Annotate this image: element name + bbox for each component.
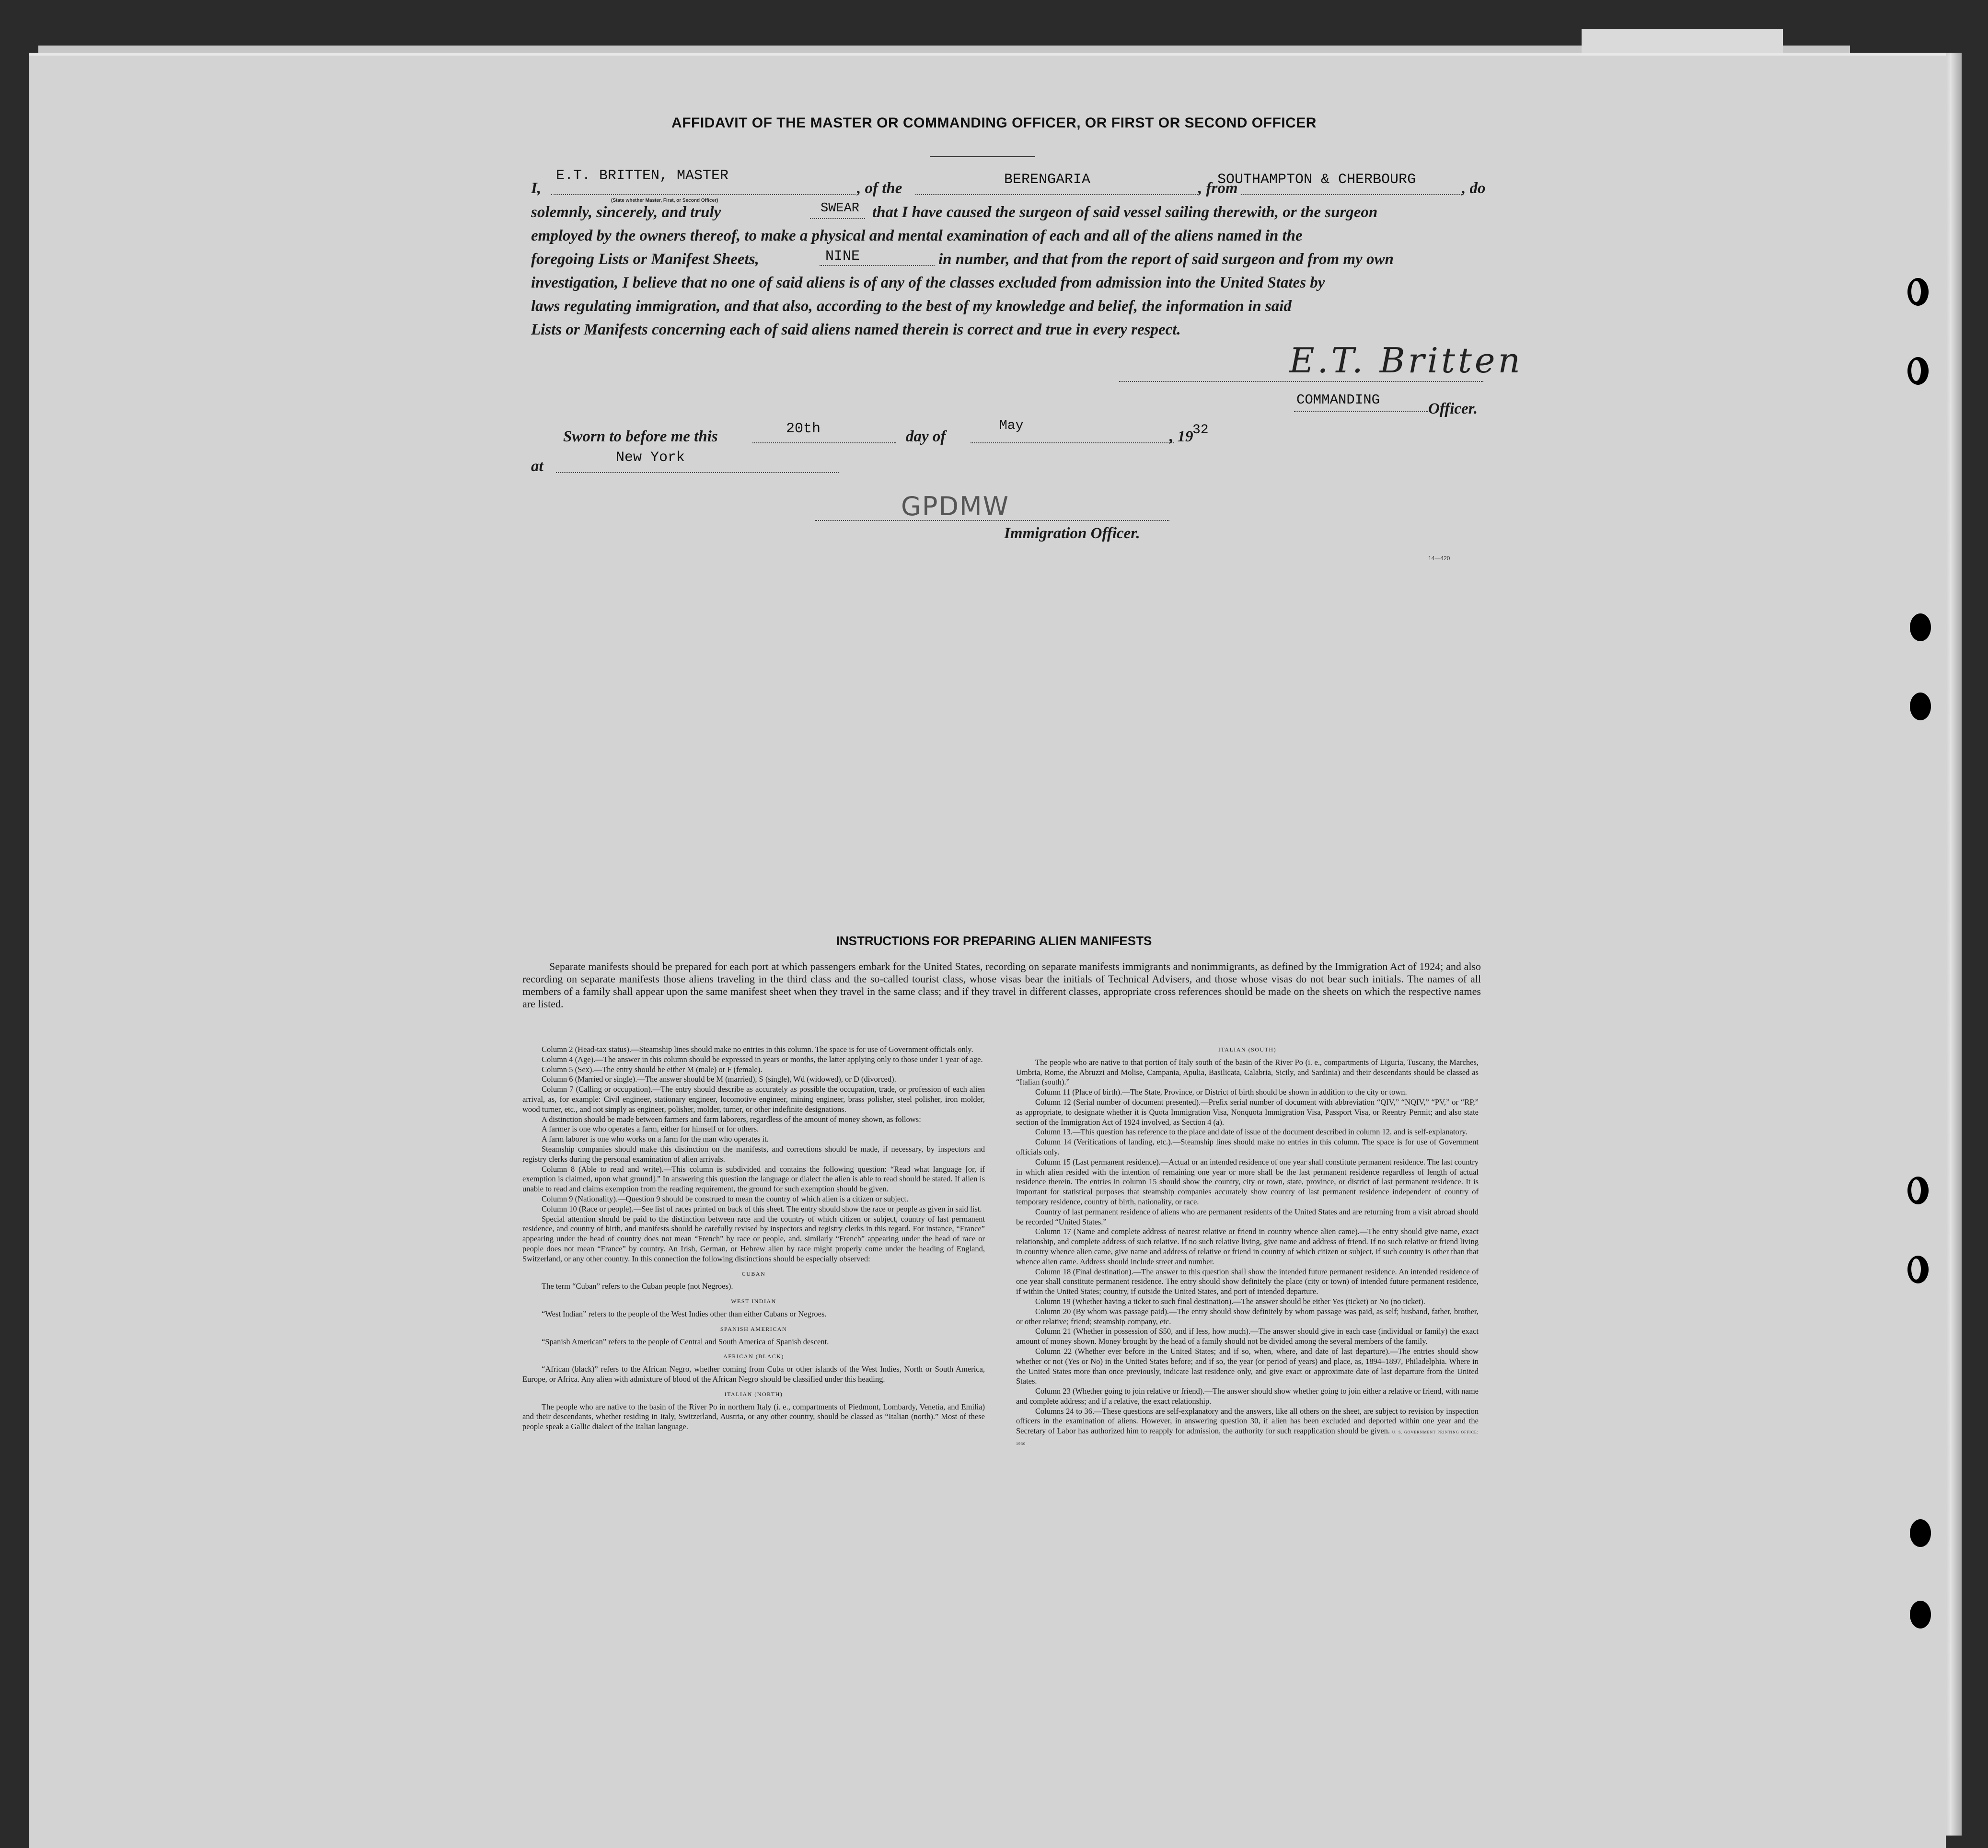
- sworn-location: New York: [616, 450, 685, 466]
- col20-text: Column 20 (By whom was passage paid).—The entry should show definitely by whom passage was paid, as self; husband, father, brother, or other relative; friend; steamship company, etc.: [1016, 1306, 1479, 1326]
- day-of-label: day of: [906, 428, 946, 445]
- title-rule: [930, 156, 1035, 157]
- binder-hole: [1907, 1177, 1929, 1204]
- binder-hole: [1907, 357, 1929, 385]
- state-note: (State whether Master, First, or Second Officer): [611, 198, 718, 203]
- sworn-month: May: [999, 418, 1024, 433]
- in-number-text: in number, and that from the report of said surgeon and from my own: [938, 251, 1394, 268]
- cuban-text: The term “Cuban” refers to the Cuban people (not Negroes).: [542, 1282, 733, 1291]
- col10-text: Column 10 (Race or people).—See list of races printed on back of this sheet. The entry should show the race or people as given in said list.: [542, 1204, 982, 1213]
- col15-text: Column 15 (Last permanent residence).—Actual or an intended residence of one year shall constitute permanent residence. The last country in which alien resided with the intention of remaining one year or more shall be the last permanent residence regardless of length of actual residence therein. The entries in column 15 should show the country, city or town, state, province, or district of last permanent residence. It is important for statistical purposes that steamship companies accurately show country of last permanent residence independent of country of temporary residence, country of birth, nationality, or race.: [1016, 1157, 1479, 1206]
- rank-line: [1294, 411, 1428, 412]
- col19-text: Column 19 (Whether having a ticket to such final destination).—The answer should be either Yes (ticket) or No (no ticket).: [1035, 1296, 1425, 1306]
- form-number: 14—420: [1428, 555, 1450, 562]
- col22-text: Column 22 (Whether ever before in the United States; and if so, when, where, and date of last departure).—The entries should show whether or not (Yes or No) in the United States before; and if so, the year (or period of years) and place, as, 1894–1897, Philadelphia. Where in the United States more than once previously, indicate last residence only, and give exact or approximate date of last departure from the United States.: [1016, 1346, 1479, 1386]
- master-signature: E.T. Britten: [1289, 340, 1523, 381]
- instructions-left-column: [522, 1045, 985, 1432]
- col7-text: Column 7 (Calling or occupation).—The entry should describe as accurately as possible the occupation, trade, or profession of each alien arrival, as, for example: Civil engineer, stationary engineer, locomotive engineer, mining engineer, brass polisher, steel polisher, iron molder, wood turner, etc., and not simply as engineer, polisher, molder, turner, or other indefinite designations.: [522, 1085, 985, 1114]
- officer-name-line: [551, 194, 855, 195]
- ship-name-line: [915, 194, 1198, 195]
- col8-text: Column 8 (Able to read and write).—This column is subdivided and contains the following question: “Read what language [or, if exemption is claimed, upon what ground].” In answering this question the language or dialect the alien is able to read should be stated. If alien is unable to read and claims exemption from the reading requirement, the ground for such exemption should be given.: [522, 1164, 985, 1194]
- col9-text: Column 9 (Nationality).—Question 9 should be construed to mean the country of which alien is a citizen or subject.: [542, 1194, 909, 1203]
- sheet-count: NINE: [825, 248, 860, 265]
- steamship-text: Steamship companies should make this distinction on the manifests, and corrections should be made, if necessary, by inspectors and registry clerks during the personal examination of alien arrivals.: [522, 1144, 985, 1164]
- printing-office-imprint: U. S. GOVERNMENT PRINTING OFFICE: 1930: [1016, 1430, 1479, 1446]
- binder-hole: [1907, 278, 1929, 306]
- day-line: [752, 442, 896, 443]
- col24-text: [1016, 1407, 1479, 1449]
- sworn-year: 32: [1192, 423, 1209, 438]
- ship-name: BERENGARIA: [1004, 172, 1091, 188]
- col12-text: Column 12 (Serial number of document presented).—Prefix serial number of document with abbreviation “QIV,” “NQIV,” “PV,” or “RP,” as appropriate, to designate whether it is Quota Immigration Visa, Nonquota Immigration Visa, Passport Visa, or Reentry Permit; and also state section of the Immigration Act of 1924 involved, as Section 4 (a).: [1016, 1097, 1479, 1127]
- officer-name: E.T. BRITTEN, MASTER: [556, 168, 729, 184]
- signature-line: [1119, 381, 1483, 382]
- farmer-text: A farmer is one who operates a farm, either for himself or for others.: [542, 1124, 759, 1134]
- employed-text: employed by the owners thereof, to make a physical and mental examination of each and all of the aliens named in the: [531, 227, 1303, 244]
- year-prefix: , 19: [1169, 428, 1193, 445]
- spanish-text: “Spanish American” refers to the people of Central and South America of Spanish descent.: [542, 1337, 829, 1346]
- col4-text: Column 4 (Age).—The answer in this column should be expressed in years or months, the latter applying only to those under 1 year of age.: [542, 1054, 983, 1064]
- officer-label: Officer.: [1428, 400, 1478, 417]
- immigration-line: [815, 520, 1169, 521]
- col23-text: Column 23 (Whether going to join relative or friend).—The answer should show whether going to join either a relative or friend, with name and complete address; and if a relative, the exact relationship.: [1016, 1386, 1479, 1406]
- instructions-title: INSTRUCTIONS FOR PREPARING ALIEN MANIFESTS: [836, 934, 1152, 948]
- italian-south-text: The people who are native to that portion of Italy south of the basin of the River Po (i. e., compartments of Liguria, Tuscany, the Marches, Umbria, Rome, the Abruzzi and Molise, Campania, Apulia, Basilicata, Calabria, Sicily, and Sardinia) and their descendants should be classed as “Italian (south).”: [1016, 1057, 1479, 1087]
- foregoing-text: foregoing Lists or Manifest Sheets,: [531, 251, 759, 268]
- at-label: at: [531, 458, 543, 475]
- caused-text: that I have caused the surgeon of said vessel sailing therewith, or the surgeon: [872, 204, 1378, 221]
- month-line: [971, 442, 1174, 443]
- lists-text: Lists or Manifests concerning each of said aliens named therein is correct and true in every respect.: [531, 321, 1181, 338]
- col14-text: Column 14 (Verifications of landing, etc.).—Steamship lines should make no entries in this column. The space is for use of Government officials only.: [1016, 1137, 1479, 1156]
- sworn-label: Sworn to before me this: [563, 428, 718, 445]
- spanish-heading: SPANISH AMERICAN: [720, 1325, 787, 1332]
- immigration-label: Immigration Officer.: [1004, 525, 1140, 542]
- oath-word: SWEAR: [821, 201, 860, 216]
- col15b-text: Country of last permanent residence of aliens who are permanent residents of the United States and are returning from a visit abroad should be recorded “United States.”: [1016, 1207, 1479, 1226]
- col5-text: Column 5 (Sex).—The entry should be either M (male) or F (female).: [542, 1064, 763, 1074]
- immigration-signature: GPDMW: [901, 491, 1009, 521]
- do-label: , do: [1462, 180, 1486, 197]
- oath-line: [810, 218, 865, 219]
- african-text: “African (black)” refers to the African Negro, whether coming from Cuba or other islands of the West Indies, North or South America, Europe, or Africa. Any alien with admixture of blood of the African Negro should be classified under this heading.: [522, 1364, 985, 1384]
- from-label: , from: [1198, 180, 1238, 197]
- sworn-day: 20th: [786, 421, 821, 437]
- col24-body: Columns 24 to 36.—These questions are self-explanatory and the answers, like all others on the sheet, are subject to revision by inspection officers in the examination of aliens. However, in answering question 30, if alien has been excluded and deported within one year and the Secretary of Labor has authorized him to reapply for admission, the authority for such reapplication should be given.: [1016, 1406, 1479, 1436]
- location-line: [556, 472, 839, 473]
- binder-hole: [1910, 693, 1931, 720]
- col11-text: Column 11 (Place of birth).—The State, Province, or District of birth should be shown in addition to the city or town.: [1035, 1087, 1407, 1097]
- officer-rank: COMMANDING: [1296, 392, 1380, 408]
- westindian-heading: WEST INDIAN: [731, 1298, 776, 1305]
- col2-text: Column 2 (Head-tax status).—Steamship lines should make no entries in this column. The space is for use of Government officials only.: [542, 1045, 973, 1054]
- of-the-label: , of the: [857, 180, 902, 197]
- binder-hole: [1910, 1519, 1931, 1547]
- italian-north-heading: ITALIAN (NORTH): [724, 1390, 783, 1398]
- port-name: SOUTHAMPTON & CHERBOURG: [1217, 172, 1416, 188]
- cuban-heading: CUBAN: [741, 1270, 766, 1277]
- investigation-text: investigation, I believe that no one of said aliens is of any of the classes excluded from admission into the United States by: [531, 274, 1325, 291]
- col21-text: Column 21 (Whether in possession of $50, and if less, how much).—The answer should give in each case (individual or family) the exact amount of money shown. Money brought by the head of a family should not be divided among the several members of the family.: [1016, 1327, 1479, 1346]
- african-heading: AFRICAN (BLACK): [723, 1353, 784, 1360]
- col17-text: Column 17 (Name and complete address of nearest relative or friend in country whence alien came).—The entry should give name, exact relationship, and complete address of such relative. If no such relative living, give name and address of friend. If no such relative or friend living in country whence alien came, give name and address of relative or friend in country of which citizen or subject, if such country is other than that whence alien came. Address should include street and number.: [1016, 1227, 1479, 1266]
- westindian-text: “West Indian” refers to the people of the West Indies other than either Cubans or Negroes.: [542, 1309, 827, 1318]
- instructions-intro: Separate manifests should be prepared for each port at which passengers embark for the United States, recording on separate manifests immigrants and nonimmigrants, as defined by the Immigration Act of 1924; and also recording on separate manifests those aliens traveling in the third class and the so-called tourist class, whose visas bear the initials of Technical Advisers, and those whose visas do not bear such initials. The names of all members of a family shall appear upon the same manifest sheet when they travel in the same class; and if they travel in different classes, appropriate cross references should be made on the sheets on which the respective names are listed.: [522, 960, 1481, 1010]
- col13-text: Column 13.—This question has reference to the place and date of issue of the document described in column 12, and is self-explanatory.: [1035, 1127, 1468, 1137]
- binder-hole: [1907, 1256, 1929, 1283]
- special-text: Special attention should be paid to the distinction between race and the country of which citizen or subject, country of last permanent residence, and country of birth, and manifests should be carefully revised by inspectors and registry clerks in this regard. For instance, “France” appearing under the head of country does not mean “French” by race or people, and, similarly “French” appearing under the head of race or people does not mean “France” by country. An Irish, German, or Hebrew alien by race might properly come under the heading of England, Switzerland, or any other country. In this connection the following distinctions should be especially observed:: [522, 1214, 985, 1263]
- col18-text: Column 18 (Final destination).—The answer to this question shall show the intended future permanent residence. An intended residence of one year shall constitute permanent residence. The entry should show definitely the place (city or town) of intended future permanent residence, if within the United States; country, if outside the United States, and port of intended departure.: [1016, 1267, 1479, 1296]
- i-label: I,: [531, 180, 542, 197]
- col6-text: Column 6 (Married or single).—The answer should be M (married), S (single), Wd (widowed), or D (divorced).: [542, 1074, 896, 1084]
- sheet-count-line: [820, 265, 935, 266]
- port-line: [1241, 194, 1462, 195]
- italian-north-text: The people who are native to the basin of the River Po in northern Italy (i. e., compartments of Piedmont, Lombardy, Venetia, and Emilia) and their descendants, whether residing in Italy, Switzerland, Austria, or any other country, should be classed as “Italian (north).” Most of these people speak a Gallic dialect of the Italian language.: [522, 1402, 985, 1432]
- laborer-text: A farm laborer is one who works on a farm for the man who operates it.: [542, 1134, 769, 1144]
- italian-south-heading: ITALIAN (SOUTH): [1218, 1046, 1277, 1053]
- instructions-right-column: [1016, 1045, 1479, 1449]
- laws-text: laws regulating immigration, and that also, according to the best of my knowledge and belief, the information in said: [531, 298, 1292, 315]
- binder-hole: [1910, 613, 1931, 641]
- back-sheet: [1582, 29, 1783, 53]
- affidavit-title: AFFIDAVIT OF THE MASTER OR COMMANDING OFFICER, OR FIRST OR SECOND OFFICER: [671, 115, 1317, 131]
- solemnly-text: solemnly, sincerely, and truly: [531, 204, 721, 221]
- binder-hole: [1910, 1601, 1931, 1629]
- farm-text: A distinction should be made between farmers and farm laborers, regardless of the amount of money shown, as follows:: [542, 1114, 921, 1124]
